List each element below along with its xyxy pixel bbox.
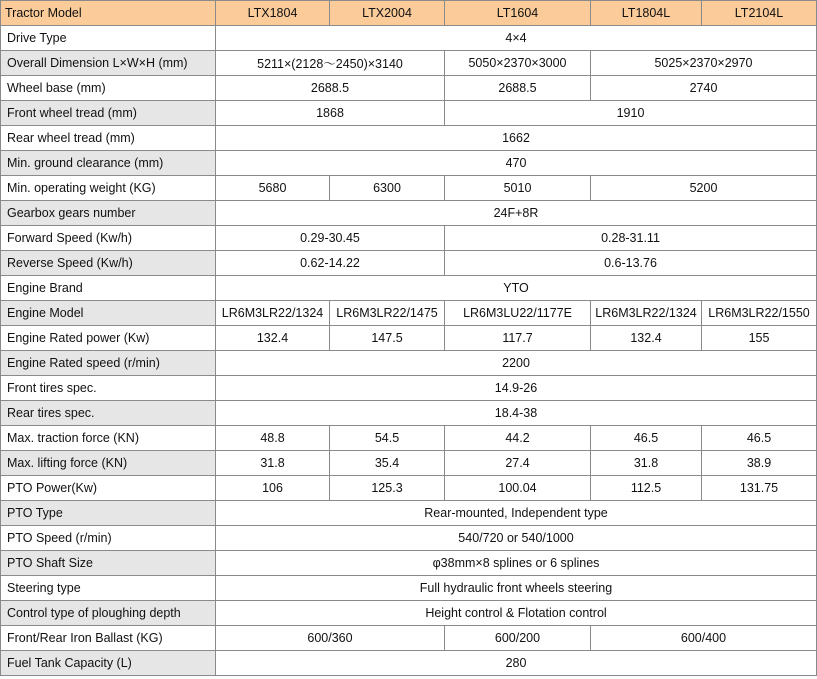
spec-value: 27.4	[445, 451, 591, 476]
spec-value: 14.9-26	[216, 376, 817, 401]
row-engine-rated-speed	[1, 351, 817, 376]
spec-value: 600/360	[216, 626, 445, 651]
spec-value: 131.75	[702, 476, 817, 501]
spec-value: 46.5	[702, 426, 817, 451]
row-front-tires	[1, 376, 817, 401]
row-traction-force	[1, 426, 817, 451]
spec-value: 540/720 or 540/1000	[216, 526, 817, 551]
spec-value: 5211×(2128～2450)×3140	[216, 51, 445, 76]
row-drive-type	[1, 26, 817, 51]
spec-value: 54.5	[330, 426, 445, 451]
spec-value: 5025×2370×2970	[591, 51, 817, 76]
row-label: PTO Power(Kw)	[1, 476, 216, 501]
spec-value: 0.29-30.45	[216, 226, 445, 251]
row-ploughing-depth-control	[1, 601, 817, 626]
spec-value: 46.5	[591, 426, 702, 451]
spec-value: 24F+8R	[216, 201, 817, 226]
row-label: Engine Rated power (Kw)	[1, 326, 216, 351]
spec-value: 0.62-14.22	[216, 251, 445, 276]
spec-value: 5200	[591, 176, 817, 201]
spec-value: 4×4	[216, 26, 817, 51]
spec-value: 132.4	[591, 326, 702, 351]
spec-value: LR6M3LR22/1324	[216, 301, 330, 326]
spec-value: 100.04	[445, 476, 591, 501]
spec-value: 155	[702, 326, 817, 351]
spec-value: 0.6-13.76	[445, 251, 817, 276]
row-pto-type	[1, 501, 817, 526]
spec-value: LR6M3LR22/1324	[591, 301, 702, 326]
spec-value: 35.4	[330, 451, 445, 476]
spec-value: 2688.5	[216, 76, 445, 101]
spec-value: 2740	[591, 76, 817, 101]
row-pto-shaft-size	[1, 551, 817, 576]
spec-value: 48.8	[216, 426, 330, 451]
header-row	[1, 1, 817, 26]
row-iron-ballast	[1, 626, 817, 651]
spec-value: 1662	[216, 126, 817, 151]
spec-value: 125.3	[330, 476, 445, 501]
row-gearbox-gears	[1, 201, 817, 226]
spec-value: 147.5	[330, 326, 445, 351]
row-label: Rear wheel tread (mm)	[1, 126, 216, 151]
spec-value: 106	[216, 476, 330, 501]
row-label: Reverse Speed (Kw/h)	[1, 251, 216, 276]
header-label: Tractor Model	[1, 1, 216, 26]
row-engine-brand	[1, 276, 817, 301]
model-ltx2004: LTX2004	[330, 1, 445, 26]
spec-value: φ38mm×8 splines or 6 splines	[216, 551, 817, 576]
row-label: Rear tires spec.	[1, 401, 216, 426]
row-label: Steering type	[1, 576, 216, 601]
row-label: Min. operating weight (KG)	[1, 176, 216, 201]
spec-value: LR6M3LR22/1475	[330, 301, 445, 326]
row-pto-power	[1, 476, 817, 501]
spec-value: 470	[216, 151, 817, 176]
row-engine-model	[1, 301, 817, 326]
row-rear-tires	[1, 401, 817, 426]
row-overall-dimension	[1, 51, 817, 76]
row-rear-wheel-tread	[1, 126, 817, 151]
row-label: Front/Rear Iron Ballast (KG)	[1, 626, 216, 651]
row-engine-rated-power	[1, 326, 817, 351]
spec-value: 5050×2370×3000	[445, 51, 591, 76]
spec-value: 5680	[216, 176, 330, 201]
spec-value: LR6M3LU22/1177E	[445, 301, 591, 326]
spec-value: 280	[216, 651, 817, 676]
spec-value: 31.8	[591, 451, 702, 476]
model-lt2104l: LT2104L	[702, 1, 817, 26]
row-fuel-tank-capacity	[1, 651, 817, 676]
row-label: PTO Speed (r/min)	[1, 526, 216, 551]
row-label: Engine Model	[1, 301, 216, 326]
spec-value: Rear-mounted, Independent type	[216, 501, 817, 526]
spec-value: 112.5	[591, 476, 702, 501]
spec-value: 600/200	[445, 626, 591, 651]
spec-value: LR6M3LR22/1550	[702, 301, 817, 326]
spec-value: 2688.5	[445, 76, 591, 101]
row-label: Wheel base (mm)	[1, 76, 216, 101]
row-pto-speed	[1, 526, 817, 551]
row-label: Fuel Tank Capacity (L)	[1, 651, 216, 676]
model-lt1804l: LT1804L	[591, 1, 702, 26]
row-label: Drive Type	[1, 26, 216, 51]
row-label: Max. lifting force (KN)	[1, 451, 216, 476]
row-label: Overall Dimension L×W×H (mm)	[1, 51, 216, 76]
spec-value: Height control & Flotation control	[216, 601, 817, 626]
row-label: PTO Shaft Size	[1, 551, 216, 576]
model-lt1604: LT1604	[445, 1, 591, 26]
spec-value: 1868	[216, 101, 445, 126]
row-front-wheel-tread	[1, 101, 817, 126]
spec-value: 117.7	[445, 326, 591, 351]
spec-value: 5010	[445, 176, 591, 201]
row-label: Min. ground clearance (mm)	[1, 151, 216, 176]
row-ground-clearance	[1, 151, 817, 176]
row-label: Forward Speed (Kw/h)	[1, 226, 216, 251]
row-label: Gearbox gears number	[1, 201, 216, 226]
row-operating-weight	[1, 176, 817, 201]
row-forward-speed	[1, 226, 817, 251]
row-reverse-speed	[1, 251, 817, 276]
spec-value: 132.4	[216, 326, 330, 351]
spec-value: YTO	[216, 276, 817, 301]
row-label: Control type of ploughing depth	[1, 601, 216, 626]
spec-value: Full hydraulic front wheels steering	[216, 576, 817, 601]
row-label: Front wheel tread (mm)	[1, 101, 216, 126]
row-steering-type	[1, 576, 817, 601]
spec-value: 18.4-38	[216, 401, 817, 426]
spec-value: 600/400	[591, 626, 817, 651]
model-ltx1804: LTX1804	[216, 1, 330, 26]
row-wheel-base	[1, 76, 817, 101]
spec-value: 6300	[330, 176, 445, 201]
row-label: PTO Type	[1, 501, 216, 526]
spec-value: 1910	[445, 101, 817, 126]
spec-value: 0.28-31.11	[445, 226, 817, 251]
spec-value: 2200	[216, 351, 817, 376]
spec-value: 38.9	[702, 451, 817, 476]
spec-value: 31.8	[216, 451, 330, 476]
row-label: Max. traction force (KN)	[1, 426, 216, 451]
row-label: Front tires spec.	[1, 376, 216, 401]
row-lifting-force	[1, 451, 817, 476]
row-label: Engine Rated speed (r/min)	[1, 351, 216, 376]
spec-value: 44.2	[445, 426, 591, 451]
row-label: Engine Brand	[1, 276, 216, 301]
